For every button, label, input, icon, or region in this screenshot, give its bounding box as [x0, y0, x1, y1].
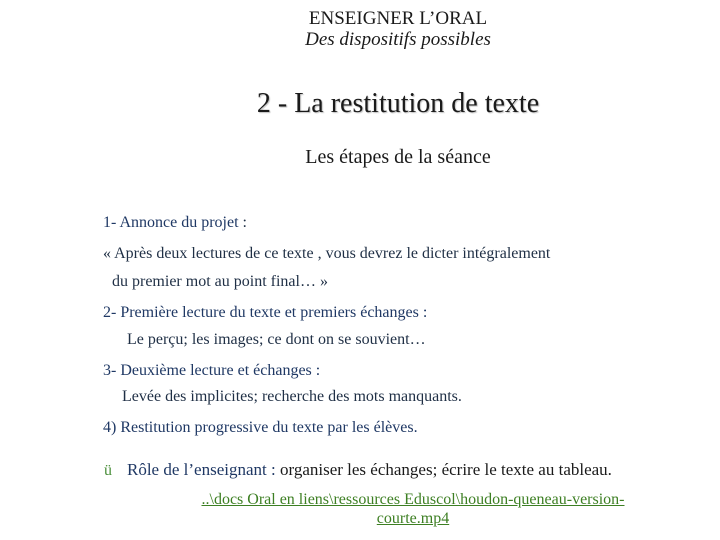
- step-2-desc: Le perçu; les images; ce dont on se souvient…: [127, 331, 426, 348]
- step-1-quote-line1: « Après deux lectures de ce texte , vous devrez le dicter intégralement: [103, 245, 551, 262]
- video-link-line1[interactable]: ..\docs Oral en liens\ressources Eduscol\houdon-queneau-version-: [201, 491, 625, 508]
- teacher-role: [127, 460, 612, 480]
- step-1: [103, 214, 247, 232]
- header-title: ENSEIGNER L’ORAL: [308, 8, 488, 29]
- step-4-title: 4) Restitution progressive du texte par les élèves.: [103, 419, 418, 436]
- step-3-title: 3- Deuxième lecture et échanges :: [103, 362, 321, 379]
- video-link-line2[interactable]: courte.mp4: [376, 509, 450, 527]
- slide-header: [0, 9, 720, 50]
- checkmark-bullet-icon: ü: [104, 462, 112, 479]
- video-link[interactable]: [128, 491, 698, 529]
- teacher-role-text: organiser les échanges; écrire le texte au tableau.: [275, 460, 612, 479]
- step-1-quote-line2: du premier mot au point final… »: [112, 273, 328, 290]
- slide-title: 2 - La restitution de texte: [256, 88, 540, 119]
- step-1-title: 1- Annonce du projet: [103, 214, 239, 231]
- slide-subtitle: Les étapes de la séance: [305, 146, 491, 168]
- step-2-title: 2- Première lecture du texte et premiers échanges :: [103, 304, 428, 321]
- teacher-role-label: Rôle de l’enseignant :: [127, 460, 276, 479]
- step-3-desc: Levée des implicites; recherche des mots manquants.: [122, 388, 462, 405]
- step-1-colon: :: [238, 214, 247, 231]
- header-subtitle: Des dispositifs possibles: [305, 28, 491, 50]
